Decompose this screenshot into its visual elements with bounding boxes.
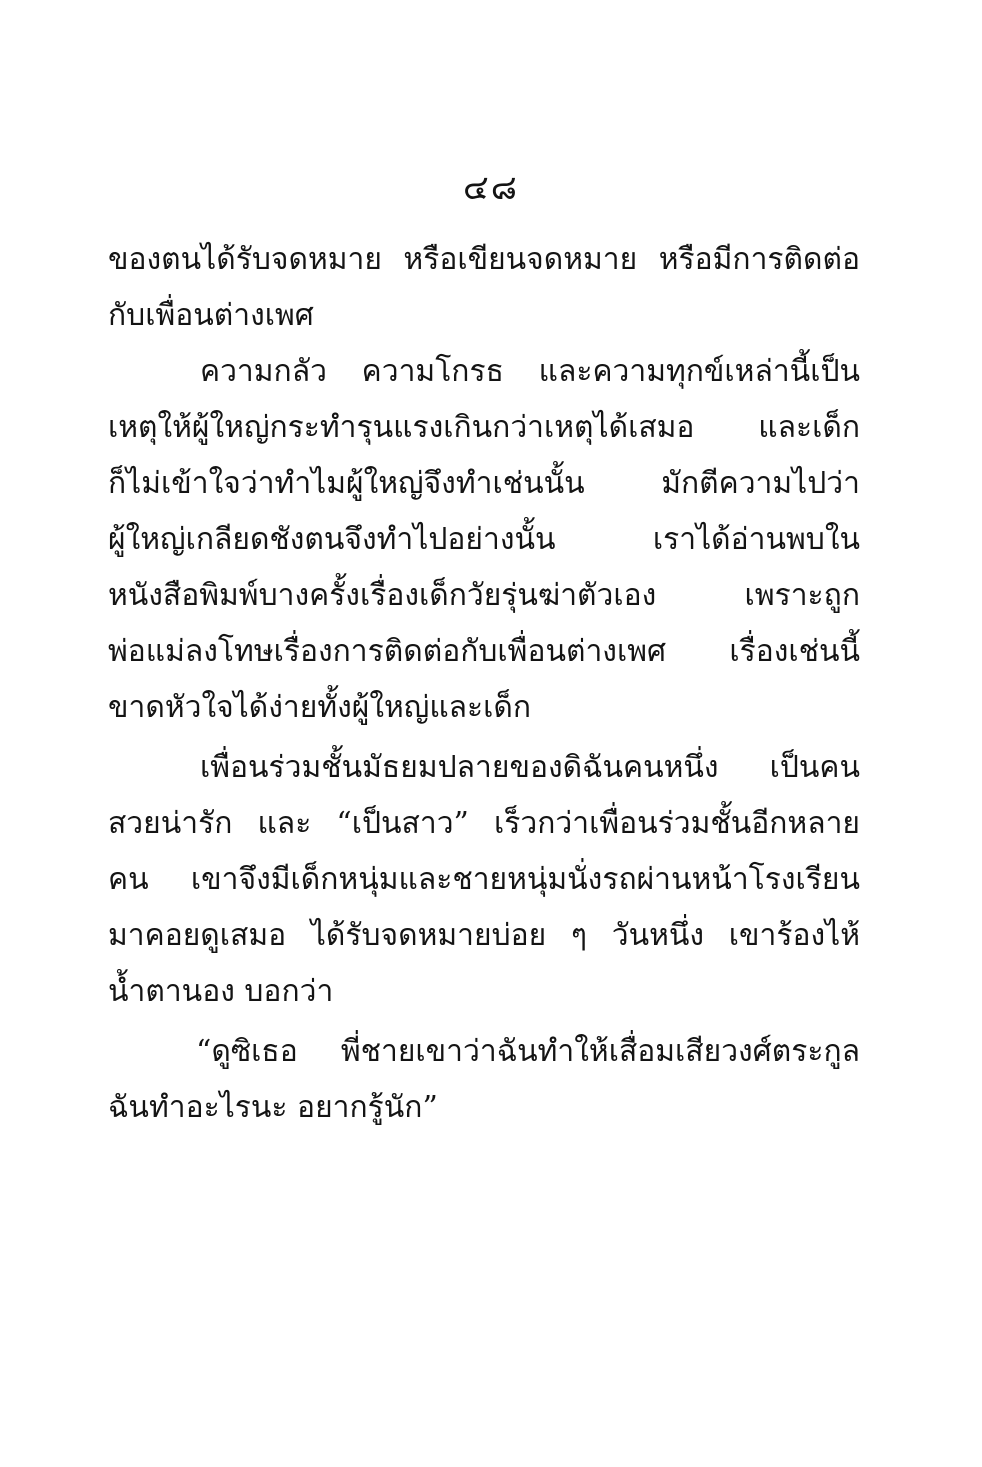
text-line-2: กับเพื่อนต่างเพศ	[108, 298, 314, 333]
paragraph-start-line-3: ความกลัว ความโกรธ และความทุกข์เหล่านี้เป็น	[200, 354, 860, 389]
text-line-14: น้ำตานอง บอกว่า	[108, 974, 334, 1009]
text-line-8: พ่อแม่ลงโทษเรื่องการติดต่อกับเพื่อนต่างเพศ เรื่องเช่นนี้	[108, 634, 860, 669]
text-line-5: ก็ไม่เข้าใจว่าทำไมผู้ใหญ่จึงทำเช่นนั้น มักตีความไปว่า	[108, 466, 860, 501]
text-line-9: ขาดหัวใจได้ง่ายทั้งผู้ใหญ่และเด็ก	[108, 690, 532, 725]
quote-line-15: “ดูซิเธอ พี่ชายเขาว่าฉันทำให้เสื่อมเสียวงศ์ตระกูล	[196, 1034, 860, 1069]
text-line-12: คน เขาจึงมีเด็กหนุ่มและชายหนุ่มนั่งรถผ่านหน้าโรงเรียน	[108, 862, 860, 897]
body-text	[108, 232, 860, 1136]
paragraph-start-line-10: เพื่อนร่วมชั้นมัธยมปลายของดิฉันคนหนึ่ง เป็นคน	[200, 750, 860, 785]
page-number: ๔๘	[463, 168, 519, 208]
text-line-4: เหตุให้ผู้ใหญ่กระทำรุนแรงเกินกว่าเหตุได้เสมอ และเด็ก	[108, 410, 860, 445]
text-line-1: ของตนได้รับจดหมาย หรือเขียนจดหมาย หรือมีการติดต่อ	[108, 242, 860, 277]
quote-line-16: ฉันทำอะไรนะ อยากรู้นัก”	[108, 1090, 438, 1125]
text-line-7: หนังสือพิมพ์บางครั้งเรื่องเด็กวัยรุ่นฆ่าตัวเอง เพราะถูก	[108, 578, 860, 613]
text-line-13: มาคอยดูเสมอ ได้รับจดหมายบ่อย ๆ วันหนึ่ง เขาร้องไห้	[108, 918, 860, 953]
text-line-6: ผู้ใหญ่เกลียดชังตนจึงทำไปอย่างนั้น เราได้อ่านพบใน	[108, 522, 860, 557]
text-line-11: สวยน่ารัก และ “เป็นสาว” เร็วกว่าเพื่อนร่วมชั้นอีกหลาย	[108, 806, 860, 841]
